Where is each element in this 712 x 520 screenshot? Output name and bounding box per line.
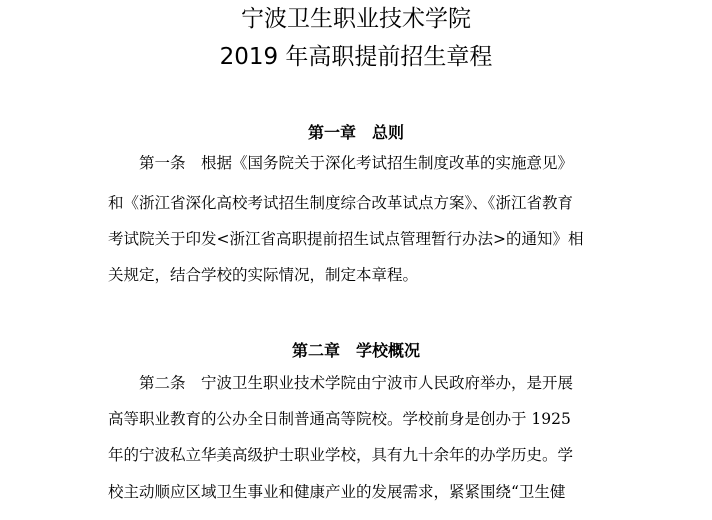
chapter-1-heading: 第一章 总则 (307, 123, 404, 142)
article-2-line-4: 校主动顺应区域卫生事业和健康产业的发展需求，紧紧围绕“卫生健 (108, 483, 566, 501)
article-2-line-2: 高等职业教育的公办全日制普通高等院校。学校前身是创办于 1925 (108, 410, 571, 428)
article-1-line-4: 关规定，结合学校的实际情况，制定本章程。 (108, 266, 419, 284)
article-1-line-1: 第一条 根据《国务院关于深化考试招生制度改革的实施意见》 (139, 154, 574, 172)
article-1-line-2: 和《浙江省深化高校考试招生制度综合改革试点方案》、《浙江省教育 (108, 194, 574, 212)
chapter-2-heading: 第二章 学校概况 (291, 341, 420, 360)
document-title-charter: 2019 年高职提前招生章程 (219, 44, 493, 70)
document-title-school: 宁波卫生职业技术学院 (241, 6, 471, 32)
article-1-line-3: 考试院关于印发<浙江省高职提前招生试点管理暂行办法>的通知》相 (108, 230, 584, 248)
article-2-line-1: 第二条 宁波卫生职业技术学院由宁波市人民政府举办，是开展 (139, 374, 574, 392)
article-2-line-3: 年的宁波私立华美高级护士职业学校，具有九十余年的办学历史。学 (108, 446, 574, 464)
